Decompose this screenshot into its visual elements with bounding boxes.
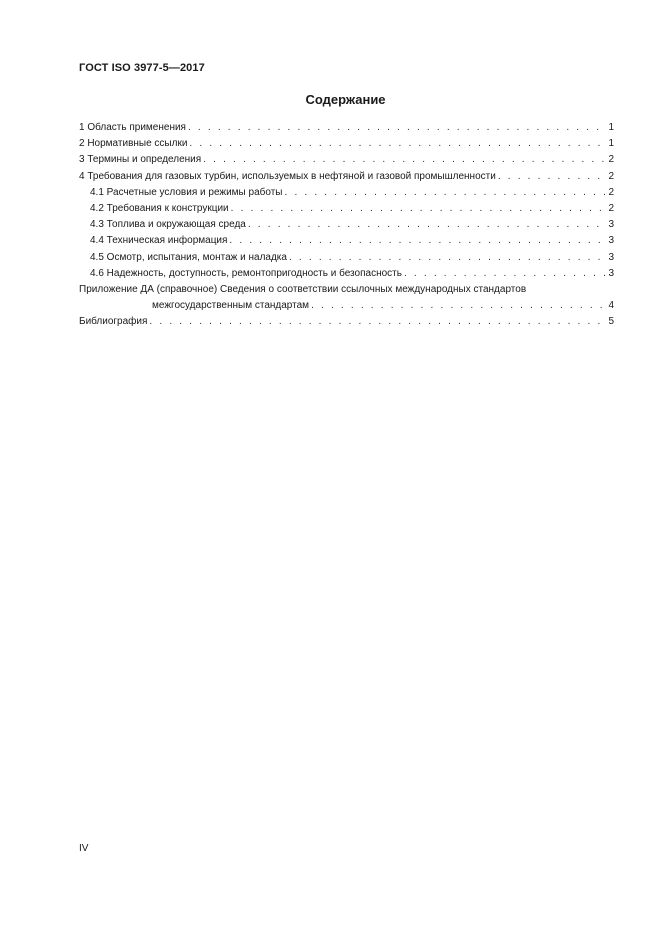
toc-entry-page: 3 (608, 235, 614, 247)
toc-entry-page: 2 (608, 154, 614, 166)
toc-entry-label: Библиография (79, 316, 148, 328)
toc-leader-dots (311, 298, 605, 314)
toc-leader-dots (188, 120, 605, 136)
toc-entry-label: 4.1 Расчетные условия и режимы работы (90, 186, 283, 198)
toc-entry-bibliography[interactable] (79, 314, 614, 330)
toc-entry-label: 4.4 Техническая информация (90, 235, 228, 247)
toc-leader-dots (498, 169, 605, 185)
toc-entry-4[interactable] (79, 169, 614, 185)
toc-leader-dots (229, 233, 605, 249)
toc-entry-1[interactable] (79, 120, 614, 136)
toc-entry-4-6[interactable] (79, 266, 614, 282)
toc-entry-label: 4.2 Требования к конструкции (90, 202, 229, 214)
toc-entry-page: 1 (608, 122, 614, 133)
toc-annex-label-line1: Приложение ДА (справочное) Сведения о соответствии ссылочных международных стандартов (79, 283, 527, 295)
toc-entry-page: 3 (608, 251, 614, 263)
toc-entry-page: 2 (608, 170, 614, 182)
toc-entry-label: 4 Требования для газовых турбин, используемых в нефтяной и газовой промышленности (79, 170, 496, 182)
toc-entry-4-2[interactable] (79, 201, 614, 217)
toc-entry-page: 3 (608, 267, 614, 279)
toc-entry-page: 2 (608, 186, 614, 198)
page-number: IV (79, 843, 89, 854)
toc-entry-page: 4 (608, 300, 614, 312)
toc-entry-label: 3 Термины и определения (79, 154, 202, 166)
toc-leader-dots (404, 266, 605, 282)
toc-entry-4-1[interactable] (79, 185, 614, 201)
toc-entry-label: 4.3 Топлива и окружающая среда (90, 219, 246, 231)
table-of-contents (79, 120, 614, 330)
toc-entry-3[interactable] (79, 152, 614, 168)
toc-entry-page: 3 (608, 219, 614, 231)
toc-leader-dots (189, 136, 605, 152)
toc-entry-4-4[interactable] (79, 233, 614, 249)
toc-leader-dots (231, 201, 605, 217)
document-code-header: ГОСТ ISO 3977-5—2017 (79, 62, 205, 74)
toc-entry-page: 5 (608, 316, 614, 328)
toc-entry-label: 2 Нормативные ссылки (79, 138, 188, 150)
toc-entry-2[interactable] (79, 136, 614, 152)
toc-entry-4-5[interactable] (79, 250, 614, 266)
toc-leader-dots (149, 314, 605, 330)
toc-leader-dots (203, 152, 605, 168)
toc-title: Содержание (305, 92, 386, 107)
toc-entry-label: 1 Область применения (79, 122, 186, 133)
toc-entry-page: 2 (608, 202, 614, 214)
toc-entry-label: 4.5 Осмотр, испытания, монтаж и наладка (90, 251, 287, 263)
toc-entry-page: 1 (608, 138, 614, 150)
toc-leader-dots (284, 185, 605, 201)
toc-entry-4-3[interactable] (79, 217, 614, 233)
toc-entry-label: 4.6 Надежность, доступность, ремонтопригодность и безопасность (90, 267, 402, 279)
toc-entry-annex-da[interactable] (79, 282, 614, 314)
toc-annex-label-line2: межгосударственным стандартам (152, 300, 310, 312)
toc-leader-dots (289, 250, 605, 266)
toc-leader-dots (248, 217, 605, 233)
